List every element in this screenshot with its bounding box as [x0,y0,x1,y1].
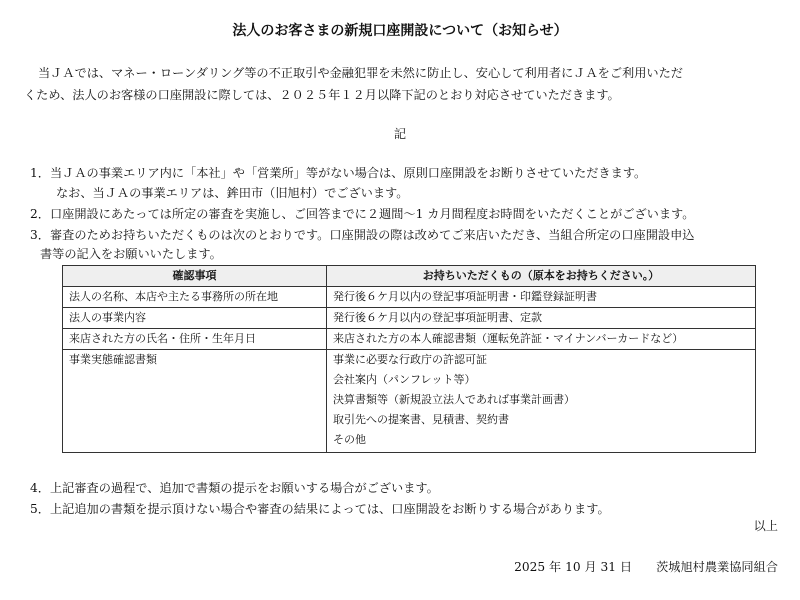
issuer-name: 茨城旭村農業協同組合 [656,560,778,574]
document-entry: 取引先への提案書、見積書、契約書 [333,413,509,426]
list-item-number: 3． [30,228,50,242]
list-item-text: 上記審査の過程で、追加で書類の提示をお願いする場合がございます。 [50,481,439,495]
list-item-number: 2． [30,207,50,221]
list-item-number: 5． [30,502,50,516]
issue-date: 2025 年 10 月 31 日 [514,560,633,574]
list-item-number: 4． [30,481,50,495]
column-header-check-item: 確認事項 [63,266,327,287]
list-item-5 [30,503,610,515]
list-item-3-continuation: 書等の記入をお願いいたします。 [40,247,222,261]
list-item-3 [30,229,694,241]
list-item-text: 口座開設にあたっては所定の審査を実施し、ご回答までに２週間～1 カ月間程度お時間をいただくことがございます。 [50,207,695,221]
list-item-text: 審査のためお持ちいただくものは次のとおりです。口座開設の際は改めてご来店いただき、当組合所定の口座開設申込 [50,228,695,242]
ki-heading: 記 [393,127,407,141]
documents-cell [327,350,756,453]
list-item-text: 当ＪＡの事業エリア内に「本社」や「営業所」等がない場合は、原則口座開設をお断りさせていただきます。 [50,166,647,180]
table-row [63,287,756,308]
list-item-text: 上記追加の書類を提示頂けない場合や審査の結果によっては、口座開設をお断りする場合があります。 [50,502,610,516]
issuer-footer [514,561,778,573]
check-item-cell: 法人の事業内容 [63,308,327,329]
closing-mark: 以上 [753,519,778,533]
column-header-documents: お持ちいただくもの（原本をお持ちください。） [327,266,756,287]
documents-cell: 発行後６ケ月以内の登記事項証明書、定款 [327,308,756,329]
check-item-cell: 事業実態確認書類 [63,350,327,453]
requirements-table [62,265,756,453]
document-entry: その他 [333,433,366,446]
list-item-1-continuation: なお、当ＪＡの事業エリアは、鉾田市（旧旭村）でございます。 [56,186,409,200]
document-entry: 決算書類等（新規設立法人であれば事業計画書） [333,393,575,406]
documents-cell: 発行後６ケ月以内の登記事項証明書・印鑑登録証明書 [327,287,756,308]
notice-title: 法人のお客さまの新規口座開設について（お知らせ） [232,23,568,39]
list-item-1 [30,167,646,179]
table-header-row [63,266,756,287]
check-item-cell: 来店された方の氏名・住所・生年月日 [63,329,327,350]
list-item-2 [30,208,694,220]
document-entry: 事業に必要な行政庁の許認可証 [333,353,487,366]
table-row [63,329,756,350]
table-row [63,308,756,329]
intro-paragraph-line-1: 当ＪＡでは、マネー・ローンダリング等の不正取引や金融犯罪を未然に防止し、安心して利用者にＪＡをご利用いただ [38,66,683,80]
documents-cell: 来店された方の本人確認書類（運転免許証・マイナンバーカードなど） [327,329,756,350]
document-entry: 会社案内（パンフレット等） [333,373,476,386]
intro-paragraph-line-2: くため、法人のお客様の口座開設に際しては、２０２５年１２月以降下記のとおり対応させていただきます。 [24,88,620,102]
list-item-4 [30,482,439,494]
list-item-number: 1． [30,166,50,180]
check-item-cell: 法人の名称、本店や主たる事務所の所在地 [63,287,327,308]
table-row [63,350,756,453]
